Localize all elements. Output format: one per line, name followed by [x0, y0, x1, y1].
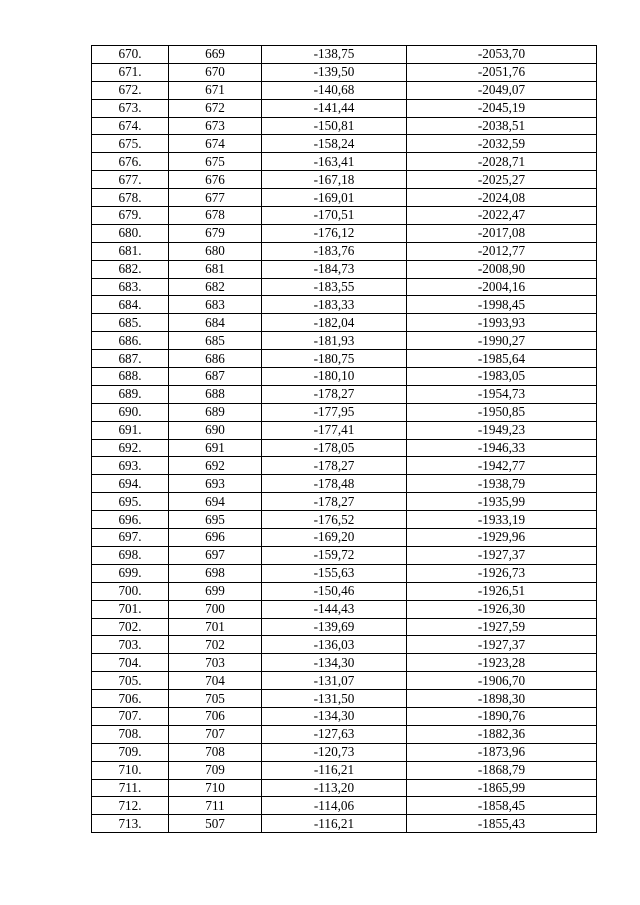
point-number-cell: 702 [169, 636, 262, 654]
point-number-cell: 687 [169, 368, 262, 386]
point-number-cell: 685 [169, 332, 262, 350]
x-coordinate-cell: -116,21 [262, 761, 407, 779]
point-number-cell: 701 [169, 618, 262, 636]
row-number-cell: 693. [92, 457, 169, 475]
row-number-cell: 678. [92, 189, 169, 207]
y-coordinate-cell: -1929,96 [407, 529, 597, 547]
row-number-cell: 698. [92, 546, 169, 564]
point-number-cell: 695 [169, 511, 262, 529]
point-number-cell: 682 [169, 278, 262, 296]
y-coordinate-cell: -1990,27 [407, 332, 597, 350]
y-coordinate-cell: -1868,79 [407, 761, 597, 779]
table-row [92, 493, 597, 511]
y-coordinate-cell: -2024,08 [407, 189, 597, 207]
y-coordinate-cell: -2032,59 [407, 135, 597, 153]
y-coordinate-cell: -1993,93 [407, 314, 597, 332]
table-row [92, 224, 597, 242]
table-row [92, 600, 597, 618]
row-number-cell: 691. [92, 421, 169, 439]
x-coordinate-cell: -178,27 [262, 457, 407, 475]
point-number-cell: 677 [169, 189, 262, 207]
table-row [92, 350, 597, 368]
row-number-cell: 710. [92, 761, 169, 779]
table-row [92, 99, 597, 117]
point-number-cell: 707 [169, 725, 262, 743]
table-row [92, 618, 597, 636]
x-coordinate-cell: -176,12 [262, 224, 407, 242]
row-number-cell: 673. [92, 99, 169, 117]
table-row [92, 690, 597, 708]
point-number-cell: 709 [169, 761, 262, 779]
x-coordinate-cell: -144,43 [262, 600, 407, 618]
y-coordinate-cell: -1927,59 [407, 618, 597, 636]
x-coordinate-cell: -182,04 [262, 314, 407, 332]
point-number-cell: 688 [169, 385, 262, 403]
row-number-cell: 672. [92, 81, 169, 99]
table-row [92, 564, 597, 582]
point-number-cell: 689 [169, 403, 262, 421]
x-coordinate-cell: -184,73 [262, 260, 407, 278]
row-number-cell: 671. [92, 63, 169, 81]
x-coordinate-cell: -176,52 [262, 511, 407, 529]
row-number-cell: 708. [92, 725, 169, 743]
y-coordinate-cell: -1926,51 [407, 582, 597, 600]
y-coordinate-cell: -1946,33 [407, 439, 597, 457]
table-row [92, 135, 597, 153]
x-coordinate-cell: -131,50 [262, 690, 407, 708]
row-number-cell: 690. [92, 403, 169, 421]
row-number-cell: 675. [92, 135, 169, 153]
row-number-cell: 712. [92, 797, 169, 815]
y-coordinate-cell: -2028,71 [407, 153, 597, 171]
table-row [92, 779, 597, 797]
y-coordinate-cell: -2049,07 [407, 81, 597, 99]
table-row [92, 189, 597, 207]
y-coordinate-cell: -1855,43 [407, 815, 597, 833]
row-number-cell: 713. [92, 815, 169, 833]
row-number-cell: 696. [92, 511, 169, 529]
y-coordinate-cell: -1923,28 [407, 654, 597, 672]
x-coordinate-cell: -178,27 [262, 493, 407, 511]
point-number-cell: 678 [169, 207, 262, 225]
y-coordinate-cell: -1898,30 [407, 690, 597, 708]
table-row [92, 761, 597, 779]
x-coordinate-cell: -141,44 [262, 99, 407, 117]
table-row [92, 457, 597, 475]
table-row [92, 81, 597, 99]
x-coordinate-cell: -167,18 [262, 171, 407, 189]
point-number-cell: 673 [169, 117, 262, 135]
row-number-cell: 687. [92, 350, 169, 368]
table-row [92, 260, 597, 278]
x-coordinate-cell: -178,05 [262, 439, 407, 457]
y-coordinate-cell: -1935,99 [407, 493, 597, 511]
table-row [92, 707, 597, 725]
point-number-cell: 681 [169, 260, 262, 278]
x-coordinate-cell: -138,75 [262, 46, 407, 64]
x-coordinate-cell: -127,63 [262, 725, 407, 743]
point-number-cell: 699 [169, 582, 262, 600]
row-number-cell: 683. [92, 278, 169, 296]
row-number-cell: 674. [92, 117, 169, 135]
table-row [92, 117, 597, 135]
y-coordinate-cell: -1983,05 [407, 368, 597, 386]
x-coordinate-cell: -163,41 [262, 153, 407, 171]
point-number-cell: 683 [169, 296, 262, 314]
row-number-cell: 695. [92, 493, 169, 511]
point-number-cell: 674 [169, 135, 262, 153]
table-row [92, 815, 597, 833]
y-coordinate-cell: -2008,90 [407, 260, 597, 278]
x-coordinate-cell: -177,95 [262, 403, 407, 421]
x-coordinate-cell: -158,24 [262, 135, 407, 153]
y-coordinate-cell: -1998,45 [407, 296, 597, 314]
y-coordinate-cell: -1985,64 [407, 350, 597, 368]
point-number-cell: 686 [169, 350, 262, 368]
row-number-cell: 699. [92, 564, 169, 582]
x-coordinate-cell: -178,27 [262, 385, 407, 403]
y-coordinate-cell: -2012,77 [407, 242, 597, 260]
row-number-cell: 700. [92, 582, 169, 600]
x-coordinate-cell: -183,55 [262, 278, 407, 296]
table-row [92, 797, 597, 815]
x-coordinate-cell: -139,50 [262, 63, 407, 81]
point-number-cell: 697 [169, 546, 262, 564]
table-row [92, 475, 597, 493]
row-number-cell: 707. [92, 707, 169, 725]
table-row [92, 403, 597, 421]
x-coordinate-cell: -134,30 [262, 654, 407, 672]
point-number-cell: 693 [169, 475, 262, 493]
table-row [92, 421, 597, 439]
row-number-cell: 706. [92, 690, 169, 708]
point-number-cell: 671 [169, 81, 262, 99]
y-coordinate-cell: -1926,73 [407, 564, 597, 582]
x-coordinate-cell: -180,10 [262, 368, 407, 386]
point-number-cell: 684 [169, 314, 262, 332]
y-coordinate-cell: -2004,16 [407, 278, 597, 296]
point-number-cell: 679 [169, 224, 262, 242]
row-number-cell: 692. [92, 439, 169, 457]
row-number-cell: 709. [92, 743, 169, 761]
table-row [92, 46, 597, 64]
y-coordinate-cell: -1873,96 [407, 743, 597, 761]
point-number-cell: 710 [169, 779, 262, 797]
x-coordinate-cell: -116,21 [262, 815, 407, 833]
y-coordinate-cell: -1865,99 [407, 779, 597, 797]
y-coordinate-cell: -1890,76 [407, 707, 597, 725]
y-coordinate-cell: -2025,27 [407, 171, 597, 189]
x-coordinate-cell: -150,46 [262, 582, 407, 600]
x-coordinate-cell: -134,30 [262, 707, 407, 725]
table-row [92, 582, 597, 600]
row-number-cell: 704. [92, 654, 169, 672]
point-number-cell: 690 [169, 421, 262, 439]
y-coordinate-cell: -1927,37 [407, 636, 597, 654]
table-row [92, 672, 597, 690]
point-number-cell: 711 [169, 797, 262, 815]
point-number-cell: 700 [169, 600, 262, 618]
x-coordinate-cell: -113,20 [262, 779, 407, 797]
point-number-cell: 705 [169, 690, 262, 708]
point-number-cell: 507 [169, 815, 262, 833]
row-number-cell: 684. [92, 296, 169, 314]
x-coordinate-cell: -177,41 [262, 421, 407, 439]
x-coordinate-cell: -150,81 [262, 117, 407, 135]
y-coordinate-cell: -1938,79 [407, 475, 597, 493]
table-row [92, 529, 597, 547]
point-number-cell: 675 [169, 153, 262, 171]
x-coordinate-cell: -136,03 [262, 636, 407, 654]
table-row [92, 743, 597, 761]
coordinates-table [91, 45, 597, 833]
table-row [92, 439, 597, 457]
row-number-cell: 676. [92, 153, 169, 171]
y-coordinate-cell: -1927,37 [407, 546, 597, 564]
table-row [92, 368, 597, 386]
table-body [92, 46, 597, 833]
x-coordinate-cell: -140,68 [262, 81, 407, 99]
x-coordinate-cell: -131,07 [262, 672, 407, 690]
row-number-cell: 697. [92, 529, 169, 547]
x-coordinate-cell: -139,69 [262, 618, 407, 636]
point-number-cell: 672 [169, 99, 262, 117]
x-coordinate-cell: -169,01 [262, 189, 407, 207]
table-row [92, 636, 597, 654]
table-row [92, 242, 597, 260]
y-coordinate-cell: -2017,08 [407, 224, 597, 242]
point-number-cell: 694 [169, 493, 262, 511]
row-number-cell: 686. [92, 332, 169, 350]
row-number-cell: 694. [92, 475, 169, 493]
point-number-cell: 676 [169, 171, 262, 189]
table-row [92, 278, 597, 296]
table-row [92, 332, 597, 350]
row-number-cell: 705. [92, 672, 169, 690]
table-row [92, 546, 597, 564]
y-coordinate-cell: -2038,51 [407, 117, 597, 135]
row-number-cell: 685. [92, 314, 169, 332]
row-number-cell: 702. [92, 618, 169, 636]
y-coordinate-cell: -1858,45 [407, 797, 597, 815]
point-number-cell: 703 [169, 654, 262, 672]
x-coordinate-cell: -183,33 [262, 296, 407, 314]
point-number-cell: 706 [169, 707, 262, 725]
y-coordinate-cell: -1950,85 [407, 403, 597, 421]
table-row [92, 511, 597, 529]
row-number-cell: 681. [92, 242, 169, 260]
point-number-cell: 692 [169, 457, 262, 475]
point-number-cell: 670 [169, 63, 262, 81]
row-number-cell: 677. [92, 171, 169, 189]
x-coordinate-cell: -183,76 [262, 242, 407, 260]
row-number-cell: 689. [92, 385, 169, 403]
y-coordinate-cell: -2051,76 [407, 63, 597, 81]
row-number-cell: 682. [92, 260, 169, 278]
point-number-cell: 680 [169, 242, 262, 260]
row-number-cell: 679. [92, 207, 169, 225]
y-coordinate-cell: -1942,77 [407, 457, 597, 475]
x-coordinate-cell: -114,06 [262, 797, 407, 815]
point-number-cell: 708 [169, 743, 262, 761]
x-coordinate-cell: -155,63 [262, 564, 407, 582]
point-number-cell: 698 [169, 564, 262, 582]
y-coordinate-cell: -1906,70 [407, 672, 597, 690]
x-coordinate-cell: -180,75 [262, 350, 407, 368]
row-number-cell: 670. [92, 46, 169, 64]
y-coordinate-cell: -1933,19 [407, 511, 597, 529]
y-coordinate-cell: -2045,19 [407, 99, 597, 117]
y-coordinate-cell: -1882,36 [407, 725, 597, 743]
table-row [92, 654, 597, 672]
y-coordinate-cell: -2022,47 [407, 207, 597, 225]
table-row [92, 171, 597, 189]
y-coordinate-cell: -1954,73 [407, 385, 597, 403]
table-row [92, 725, 597, 743]
table-row [92, 385, 597, 403]
x-coordinate-cell: -178,48 [262, 475, 407, 493]
y-coordinate-cell: -1949,23 [407, 421, 597, 439]
table-row [92, 153, 597, 171]
table-row [92, 207, 597, 225]
x-coordinate-cell: -169,20 [262, 529, 407, 547]
x-coordinate-cell: -159,72 [262, 546, 407, 564]
point-number-cell: 669 [169, 46, 262, 64]
point-number-cell: 704 [169, 672, 262, 690]
point-number-cell: 696 [169, 529, 262, 547]
table-row [92, 63, 597, 81]
row-number-cell: 701. [92, 600, 169, 618]
x-coordinate-cell: -120,73 [262, 743, 407, 761]
row-number-cell: 688. [92, 368, 169, 386]
row-number-cell: 703. [92, 636, 169, 654]
table-row [92, 314, 597, 332]
row-number-cell: 711. [92, 779, 169, 797]
point-number-cell: 691 [169, 439, 262, 457]
table-row [92, 296, 597, 314]
x-coordinate-cell: -170,51 [262, 207, 407, 225]
x-coordinate-cell: -181,93 [262, 332, 407, 350]
row-number-cell: 680. [92, 224, 169, 242]
y-coordinate-cell: -1926,30 [407, 600, 597, 618]
y-coordinate-cell: -2053,70 [407, 46, 597, 64]
